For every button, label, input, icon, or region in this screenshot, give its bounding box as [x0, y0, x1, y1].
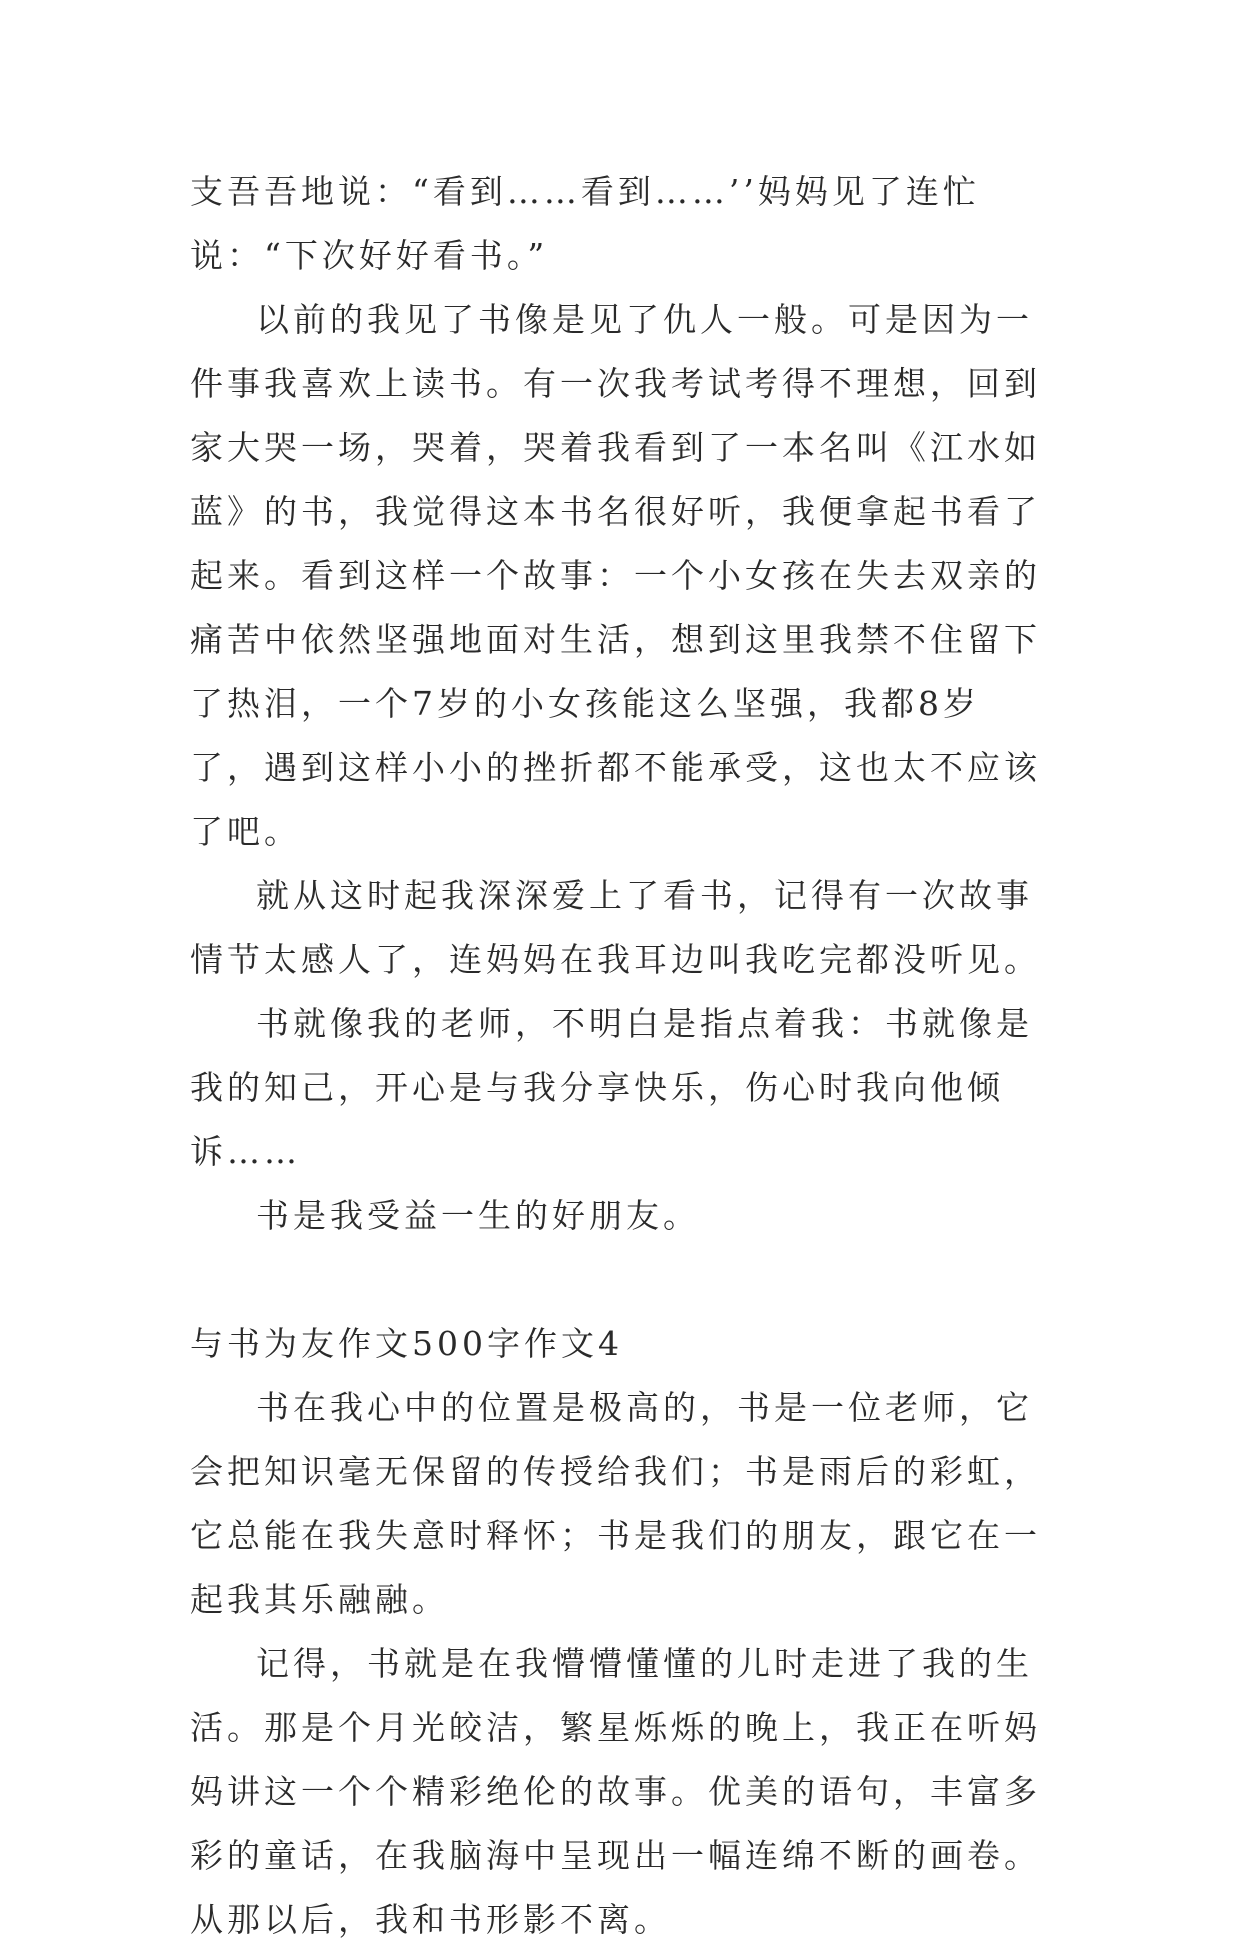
paragraph: 就从这时起我深深爱上了看书，记得有一次故事情节太感人了，连妈妈在我耳边叫我吃完都没听见。 — [190, 876, 1041, 979]
paragraph-continuation: 支吾吾地说：“看到……看到……’’妈妈见了连忙说：“下次好好看书。” — [190, 172, 980, 275]
paragraph: 以前的我见了书像是见了仇人一般。可是因为一件事我喜欢上读书。有一次我考试考得不理想，回到家大哭一场，哭着，哭着我看到了一本名叫《江水如蓝》的书，我觉得这本书名很好听，我便拿起书看了起来。看到这样一个故事：一个小女孩在失去双亲的痛苦中依然坚强地面对生活，想到这里我禁不住留下了热泪，一个7岁的小女孩能这么坚强，我都8岁了，遇到这样小小的挫折都不能承受，这也太不应该了吧。 — [190, 300, 1041, 851]
paragraph: 书是我受益一生的好朋友。 — [256, 1196, 700, 1235]
section-spacer — [190, 1248, 1050, 1312]
paragraph: 书就像我的老师，不明白是指点着我：书就像是我的知己，开心是与我分享快乐，伤心时我向他倾诉…… — [190, 1004, 1033, 1171]
section-title: 与书为友作文500字作文4 — [190, 1324, 623, 1363]
document-body — [190, 160, 1050, 1952]
paragraph: 书在我心中的位置是极高的，书是一位老师，它会把知识毫无保留的传授给我们；书是雨后的彩虹，它总能在我失意时释怀；书是我们的朋友，跟它在一起我其乐融融。 — [190, 1388, 1041, 1619]
paragraph: 记得，书就是在我懵懵懂懂的儿时走进了我的生活。那是个月光皎洁，繁星烁烁的晚上，我正在听妈妈讲这一个个精彩绝伦的故事。优美的语句，丰富多彩的童话，在我脑海中呈现出一幅连绵不断的画卷。从那以后，我和书形影不离。 — [190, 1644, 1041, 1939]
